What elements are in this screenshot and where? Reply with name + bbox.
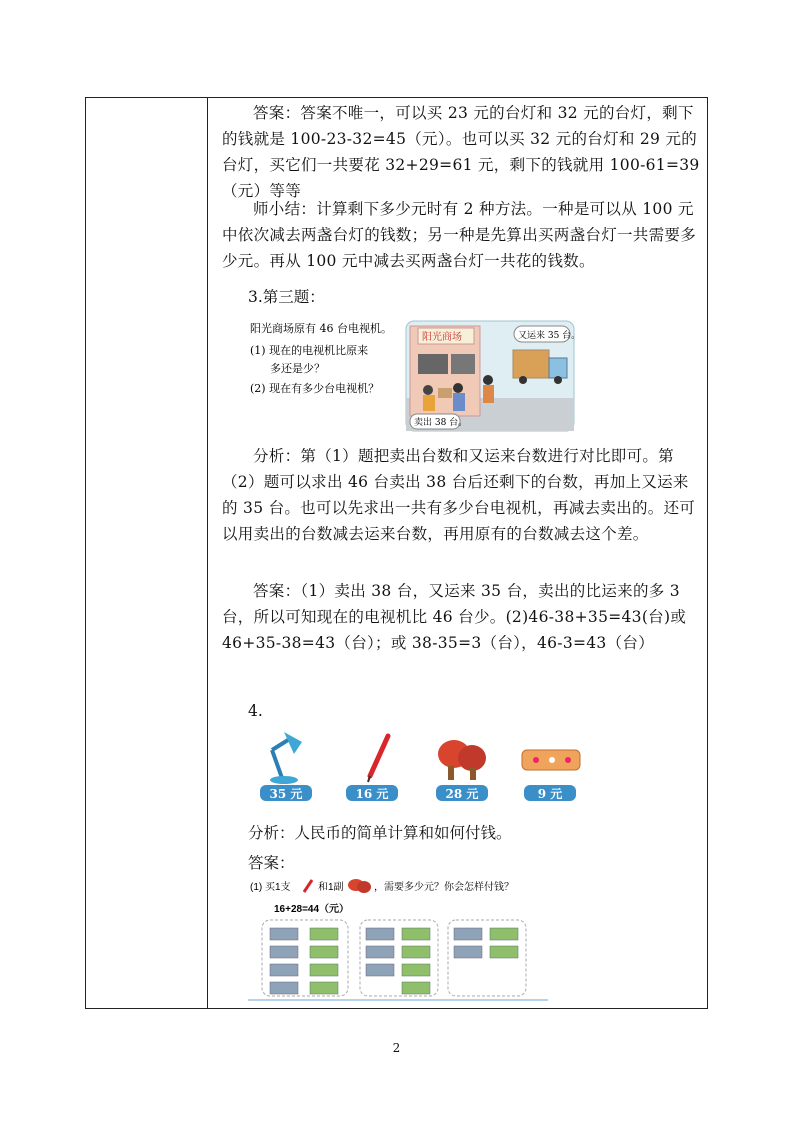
person-icon <box>453 393 465 411</box>
desk-lamp-icon <box>270 732 302 784</box>
tv-store-illustration <box>248 318 578 433</box>
layout-table <box>85 97 708 1009</box>
q3-sub1-b: 多还是少？ <box>270 362 325 375</box>
price-pencil-case: 9 元 <box>537 787 563 801</box>
question3-heading: 3.第三题： <box>248 288 325 306</box>
q4-answer-question-c: ，需要多少元？你会怎样付钱？ <box>374 882 514 893</box>
tv-display-icon <box>418 354 448 374</box>
teacher-summary: 师小结：计算剩下多少元时有 2 种方法。一种是可以从 100 元中依次减去两盏台灯的钱数；另一种是先算出买两盏台灯一共需要多少元。再从 100 元中减去买两盏台灯一共花的钱数。 <box>222 200 697 270</box>
person-icon <box>423 395 435 411</box>
q3-problem-line: 阳光商场原有 46 台电视机。 <box>250 322 392 335</box>
person-icon <box>483 385 494 403</box>
price-lamp: 35 元 <box>269 787 303 801</box>
content-column <box>208 98 707 1008</box>
truck-cargo <box>513 350 549 378</box>
person-icon <box>453 383 463 393</box>
question3-figure <box>248 318 578 433</box>
q4-answer-equation: 16+28=44（元） <box>274 904 350 915</box>
truck-label: 又运来 35 台。 <box>518 331 578 341</box>
page-number: 2 <box>392 1041 401 1055</box>
analysis-4: 分析：人民币的简单计算和如何付钱。 <box>248 824 512 842</box>
ping-pong-paddles-icon <box>348 879 371 893</box>
truck-wheel <box>554 376 562 384</box>
q3-sub2: (2) 现在有多少台电视机？ <box>250 382 380 395</box>
tv-display-icon <box>451 354 475 374</box>
store-sign: 阳光商场 <box>422 332 462 343</box>
q4-answer-question-b: 和1副 <box>318 882 344 893</box>
pencil-case-icon <box>522 750 580 770</box>
banknote-icons-blue <box>270 928 482 994</box>
answer-block-1: 答案：答案不唯一，可以买 23 元的台灯和 32 元的台灯，剩下的钱就是 100-23-32=45（元）。也可以买 32 元的台灯和 29 元的台灯，买它们一共要花 32+29=61 元，剩下的钱就用 100-61=39（元）等等 <box>222 104 700 200</box>
answer4-label: 答案： <box>248 854 295 872</box>
tv-box-icon <box>438 388 452 398</box>
question4-answer-figure <box>248 878 548 1002</box>
question4-items-figure <box>258 728 588 808</box>
left-column <box>86 98 208 1008</box>
truck-wheel <box>519 376 527 384</box>
pen-icon <box>304 880 312 892</box>
answer-3: 答案：（1）卖出 38 台，又运来 35 台，卖出的比运来的多 3 台，所以可知现在的电视机比 46 台少。(2)46-38+35=43(台)或46+35-38=43（台）；或 38-35=3（台），46-3=43（台） <box>222 582 687 652</box>
q4-answer-question-a: (1) 买1支 <box>250 882 291 893</box>
person-icon <box>423 385 433 395</box>
banknote-icons-green <box>310 928 518 994</box>
q3-sub1-a: (1) 现在的电视机比原来 <box>250 344 369 357</box>
price-pen: 16 元 <box>355 787 389 801</box>
truck-cab <box>549 358 567 378</box>
person-icon <box>483 375 493 385</box>
sold-label: 卖出 38 台。 <box>414 418 468 428</box>
analysis-3: 分析：第（1）题把卖出台数和又运来台数进行对比即可。第（2）题可以求出 46 台卖出 38 台后还剩下的台数，再加上又运来的 35 台。也可以先求出一共有多少台电视机，再减去卖出的。还可以用卖出的台数减去运来台数，再用原有的台数减去这个差。 <box>222 447 696 543</box>
price-paddles: 28 元 <box>445 787 479 801</box>
question4-heading: 4. <box>248 702 263 720</box>
ping-pong-paddles-icon <box>438 740 486 780</box>
pen-icon <box>368 736 388 782</box>
